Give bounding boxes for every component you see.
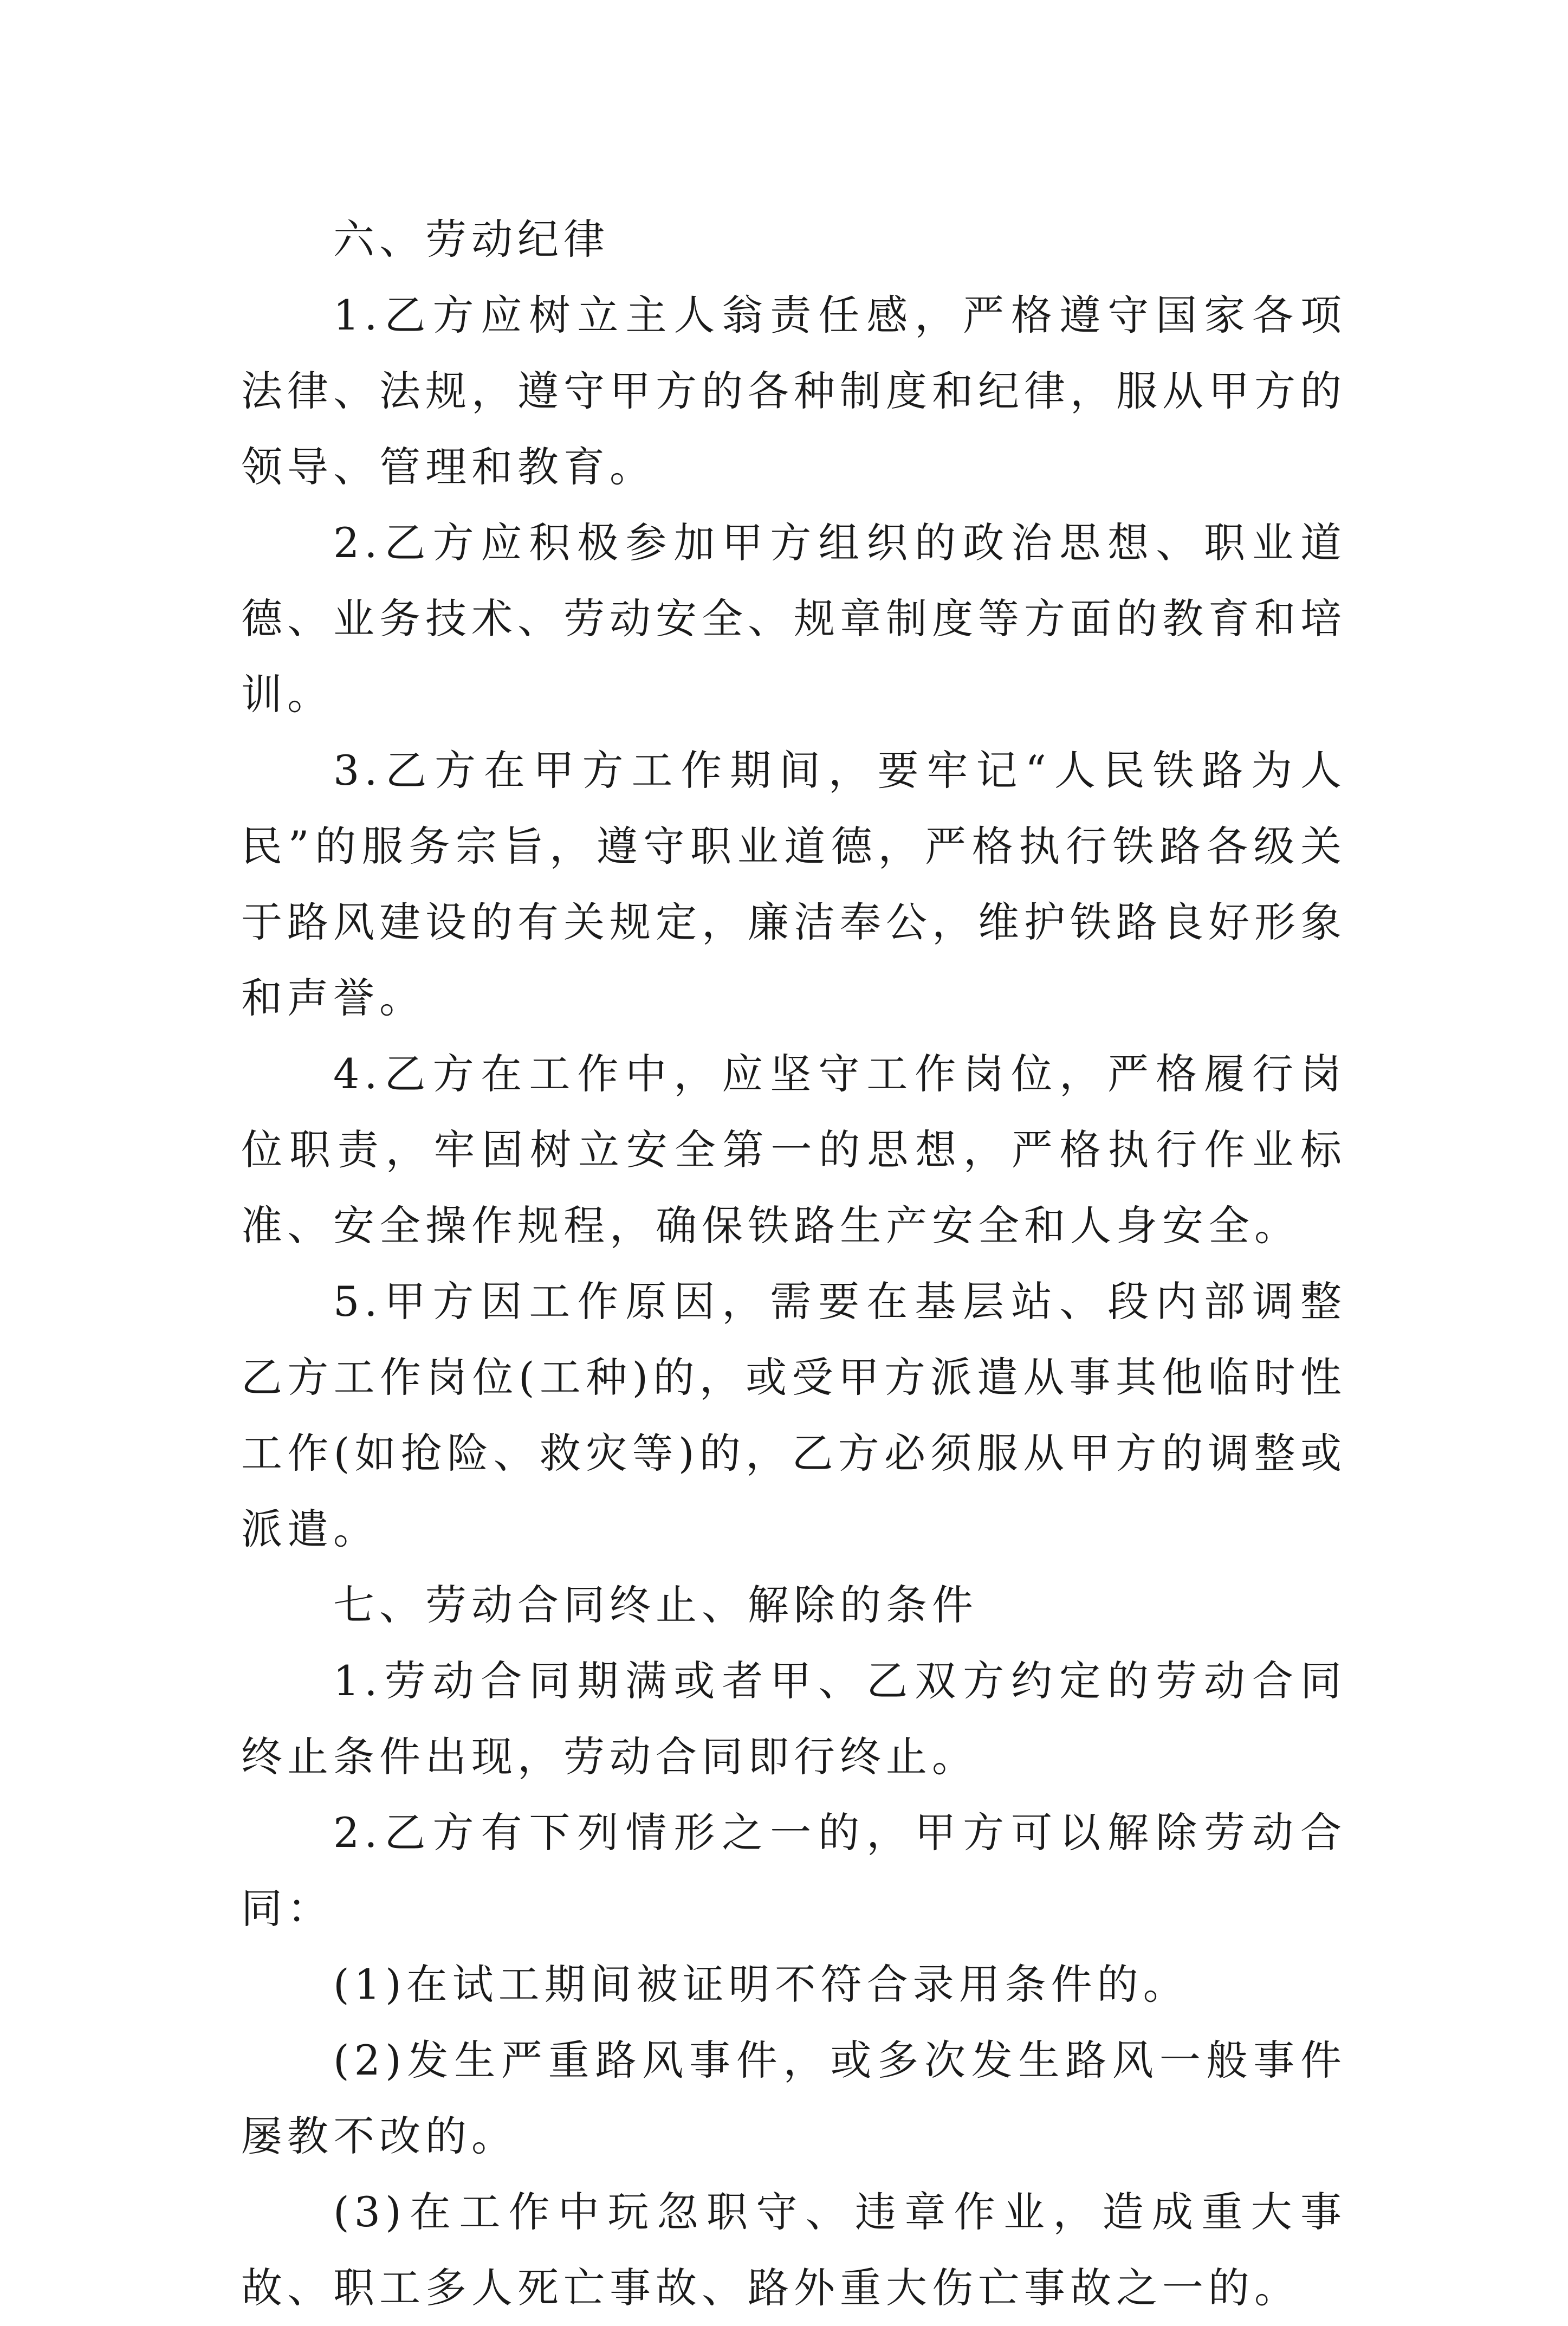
paragraph-7-2: 2.乙方有下列情形之一的，甲方可以解除劳动合同： [241, 1808, 1346, 1933]
paragraph-7-2-1: (1)在试工期间被证明不符合录用条件的。 [333, 1960, 1189, 2008]
paragraph-7-2-3: (3)在工作中玩忽职守、违章作业，造成重大事故、职工多人死亡事故、路外重大伤亡事故之一的。 [241, 2188, 1346, 2312]
section-heading-labor-discipline: 六、劳动纪律 [333, 215, 610, 263]
paragraph-6-5: 5.甲方因工作原因，需要在基层站、段内部调整乙方工作岗位(工种)的，或受甲方派遣从事其他临时性工作(如抢险、救灾等)的，乙方必须服从甲方的调整或派遣。 [241, 1277, 1346, 1553]
paragraph-6-1: 1.乙方应树立主人翁责任感，严格遵守国家各项法律、法规，遵守甲方的各种制度和纪律，服从甲方的领导、管理和教育。 [241, 291, 1346, 491]
section-heading-contract-termination: 七、劳动合同终止、解除的条件 [333, 1581, 978, 1629]
paragraph-6-2: 2.乙方应积极参加甲方组织的政治思想、职业道德、业务技术、劳动安全、规章制度等方面的教育和培训。 [241, 519, 1346, 719]
paragraph-6-4: 4.乙方在工作中，应坚守工作岗位，严格履行岗位职责，牢固树立安全第一的思想，严格执行作业标准、安全操作规程，确保铁路生产安全和人身安全。 [241, 1050, 1346, 1250]
paragraph-7-1: 1.劳动合同期满或者甲、乙双方约定的劳动合同终止条件出现，劳动合同即行终止。 [241, 1657, 1346, 1781]
paragraph-7-2-2: (2)发生严重路风事件，或多次发生路风一般事件屡教不改的。 [241, 2036, 1346, 2160]
document-body [241, 202, 1346, 2326]
paragraph-6-3: 3.乙方在甲方工作期间，要牢记“人民铁路为人民”的服务宗旨，遵守职业道德，严格执行铁路各级关于路风建设的有关规定，廉洁奉公，维护铁路良好形象和声誉。 [241, 746, 1346, 1022]
